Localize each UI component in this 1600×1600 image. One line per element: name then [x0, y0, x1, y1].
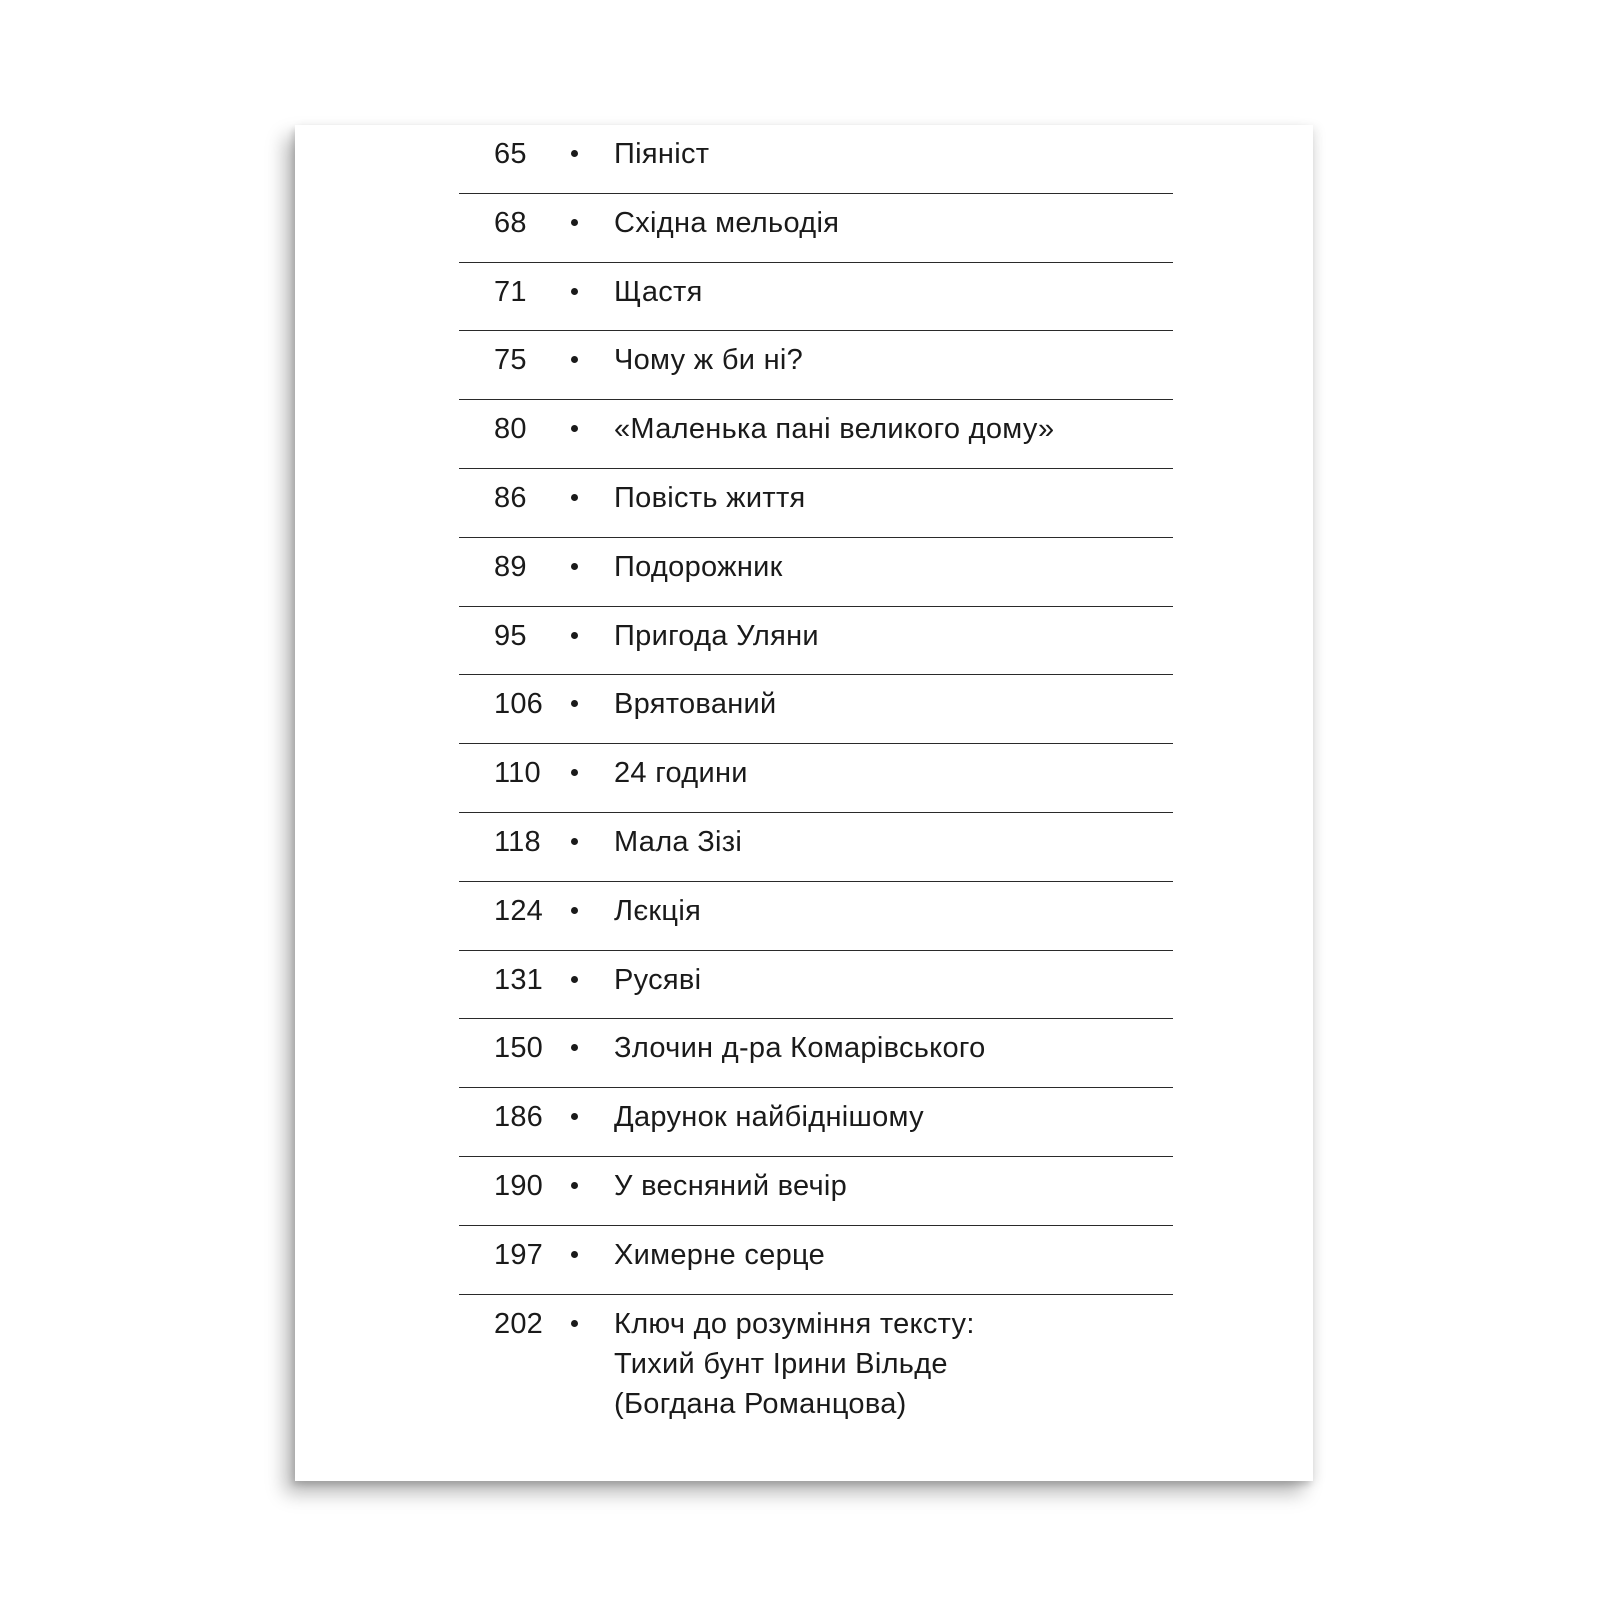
bullet-dot-icon — [571, 563, 578, 570]
bullet-dot-icon — [571, 1320, 578, 1327]
bullet-dot-icon — [571, 356, 578, 363]
toc-entry-title: У весняний вечір — [614, 1169, 848, 1202]
toc-page-number: 68 — [494, 206, 527, 239]
bullet-dot-icon — [571, 907, 578, 914]
toc-page-number: 65 — [494, 138, 527, 170]
toc-page-number: 124 — [494, 894, 543, 927]
toc-entry-title: Химерне серце — [614, 1238, 826, 1271]
bullet-dot-icon — [571, 976, 578, 983]
bullet-dot-icon — [571, 150, 578, 157]
toc-entry — [459, 538, 1173, 607]
toc-page-number: 118 — [494, 825, 541, 858]
toc-entry — [459, 607, 1173, 676]
toc-entry-title: Дарунок найбіднішому — [614, 1101, 924, 1134]
bullet-dot-icon — [571, 700, 578, 707]
toc-entry — [459, 125, 1173, 194]
toc-entry-title: Лєкція — [614, 894, 702, 927]
table-of-contents — [295, 125, 1313, 1435]
toc-entry-title-line: Тихий бунт Ірини Вільде — [614, 1347, 948, 1380]
toc-entry-title: Чому ж би ні? — [614, 344, 804, 377]
bullet-dot-icon — [571, 1182, 578, 1189]
toc-entry — [459, 675, 1173, 744]
toc-entry-title: Русяві — [614, 963, 702, 996]
toc-entry — [459, 813, 1173, 882]
toc-entry — [459, 469, 1173, 538]
toc-entry — [459, 263, 1173, 332]
book-page — [295, 125, 1313, 1481]
toc-entry-title: Повість життя — [614, 481, 806, 514]
toc-entry — [459, 400, 1173, 469]
toc-entry — [459, 744, 1173, 813]
toc-entry — [459, 882, 1173, 951]
toc-page-number: 106 — [494, 688, 543, 721]
toc-page-number: 186 — [494, 1101, 543, 1134]
bullet-dot-icon — [571, 632, 578, 639]
toc-entry — [459, 194, 1173, 263]
toc-page-number: 75 — [494, 344, 527, 377]
toc-entry — [459, 1157, 1173, 1226]
toc-entry-title — [614, 1304, 975, 1424]
toc-entry-title: Подорожник — [614, 550, 783, 583]
toc-entry-title: Злочин д-ра Комарівського — [614, 1032, 986, 1065]
bullet-dot-icon — [571, 769, 578, 776]
toc-entry-title: Мала Зізі — [614, 825, 743, 858]
toc-entry — [459, 1226, 1173, 1295]
toc-entry — [459, 1088, 1173, 1157]
toc-entry-title-line: (Богдана Романцова) — [614, 1387, 907, 1420]
bullet-dot-icon — [571, 1251, 578, 1258]
toc-page-number: 190 — [494, 1169, 543, 1202]
toc-entry — [459, 951, 1173, 1020]
toc-page-number: 150 — [494, 1032, 543, 1065]
toc-entry — [459, 1019, 1173, 1088]
toc-entry-title: «Маленька пані великого дому» — [614, 413, 1055, 446]
toc-page-number: 86 — [494, 481, 527, 514]
toc-entry-title: Східна мельодія — [614, 206, 840, 239]
toc-entry-title: Піяніст — [614, 138, 710, 170]
toc-page-number: 71 — [494, 275, 527, 308]
bullet-dot-icon — [571, 1044, 578, 1051]
bullet-dot-icon — [571, 425, 578, 432]
toc-page-number: 110 — [494, 757, 541, 790]
bullet-dot-icon — [571, 838, 578, 845]
toc-entry-afterword — [459, 1295, 1173, 1435]
bullet-dot-icon — [571, 1113, 578, 1120]
toc-page-number: 202 — [494, 1307, 543, 1340]
toc-page-number: 89 — [494, 550, 527, 583]
toc-page-number: 131 — [494, 963, 543, 996]
toc-entry-title: 24 години — [614, 757, 748, 790]
toc-entry-title: Врятований — [614, 688, 777, 721]
toc-page-number: 80 — [494, 413, 527, 446]
toc-entry — [459, 331, 1173, 400]
toc-entry-title: Щастя — [614, 275, 703, 308]
bullet-dot-icon — [571, 288, 578, 295]
bullet-dot-icon — [571, 219, 578, 226]
toc-page-number: 197 — [494, 1238, 543, 1271]
bullet-dot-icon — [571, 494, 578, 501]
toc-page-number: 95 — [494, 619, 527, 652]
toc-entry-title: Пригода Уляни — [614, 619, 819, 652]
toc-entry-title-line: Ключ до розуміння тексту: — [614, 1307, 975, 1340]
